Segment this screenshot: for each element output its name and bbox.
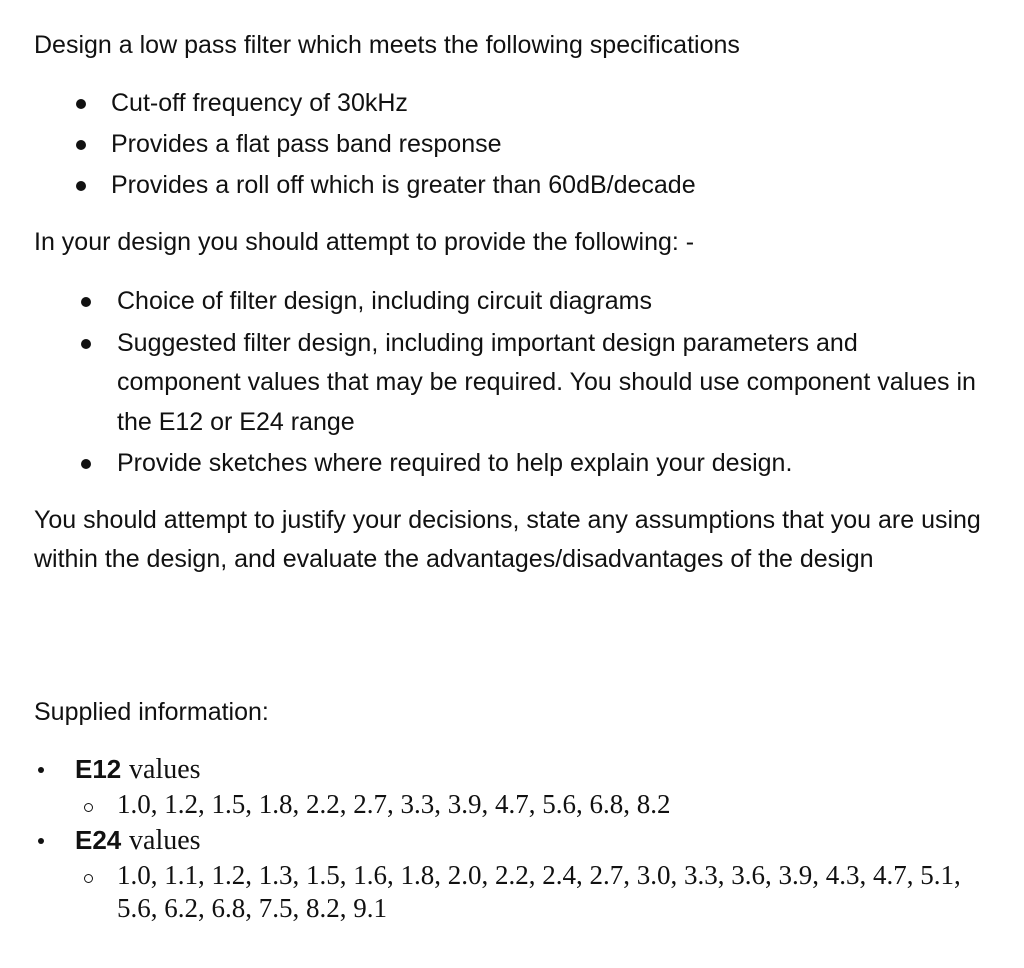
- bullet-icon: [76, 99, 86, 109]
- list-item: [34, 821, 1014, 859]
- bullet-icon: [81, 459, 91, 469]
- spec-text: Cut-off frequency of 30kHz: [111, 89, 408, 117]
- series-name: E24: [75, 825, 122, 855]
- list-item: [111, 125, 696, 166]
- design-requirements-list: [117, 282, 977, 484]
- requirement-text: Suggested filter design, including important design parameters and component values that may be required. You should use component values in the E12 or E24 range: [117, 328, 976, 436]
- series-values: 1.0, 1.2, 1.5, 1.8, 2.2, 2.7, 3.3, 3.9, 4.7, 5.6, 6.8, 8.2: [117, 789, 671, 819]
- spec-text: Provides a flat pass band response: [111, 130, 502, 158]
- specifications-list: [111, 84, 696, 207]
- list-item: [34, 750, 1014, 788]
- list-item: [117, 282, 977, 322]
- series-label: values: [129, 825, 201, 856]
- intro-paragraph: Design a low pass filter which meets the following specifications: [34, 31, 740, 59]
- list-item: [117, 444, 977, 484]
- list-item: [34, 788, 1007, 821]
- bullet-icon: [76, 140, 86, 150]
- list-item: [111, 84, 696, 125]
- spec-text: Provides a roll off which is greater than 60dB/decade: [111, 171, 696, 199]
- list-item: [34, 859, 1007, 925]
- list-item: [111, 166, 696, 207]
- bullet-icon: [38, 767, 44, 773]
- requirement-text: Provide sketches where required to help explain your design.: [117, 449, 793, 477]
- hollow-bullet-icon: [84, 874, 93, 883]
- supplied-information-list: [34, 750, 1014, 925]
- bullet-icon: [38, 838, 44, 844]
- design-intro-paragraph: In your design you should attempt to provide the following: -: [34, 228, 695, 256]
- justification-paragraph: You should attempt to justify your decisions, state any assumptions that you are using within the design, and evaluate the advantages/disadvantages of the design: [34, 506, 981, 573]
- hollow-bullet-icon: [84, 803, 93, 812]
- series-label: values: [129, 754, 201, 785]
- series-values: 1.0, 1.1, 1.2, 1.3, 1.5, 1.6, 1.8, 2.0, 2.2, 2.4, 2.7, 3.0, 3.3, 3.6, 3.9, 4.3, 4.7, 5.1, 5.6, 6.2, 6.8, 7.5, 8.2, 9.1: [117, 860, 961, 923]
- supplied-heading: Supplied information:: [34, 698, 269, 726]
- list-item: [117, 324, 977, 443]
- bullet-icon: [76, 181, 86, 191]
- series-name: E12: [75, 754, 122, 784]
- bullet-icon: [81, 297, 91, 307]
- requirement-text: Choice of filter design, including circuit diagrams: [117, 287, 652, 315]
- bullet-icon: [81, 339, 91, 349]
